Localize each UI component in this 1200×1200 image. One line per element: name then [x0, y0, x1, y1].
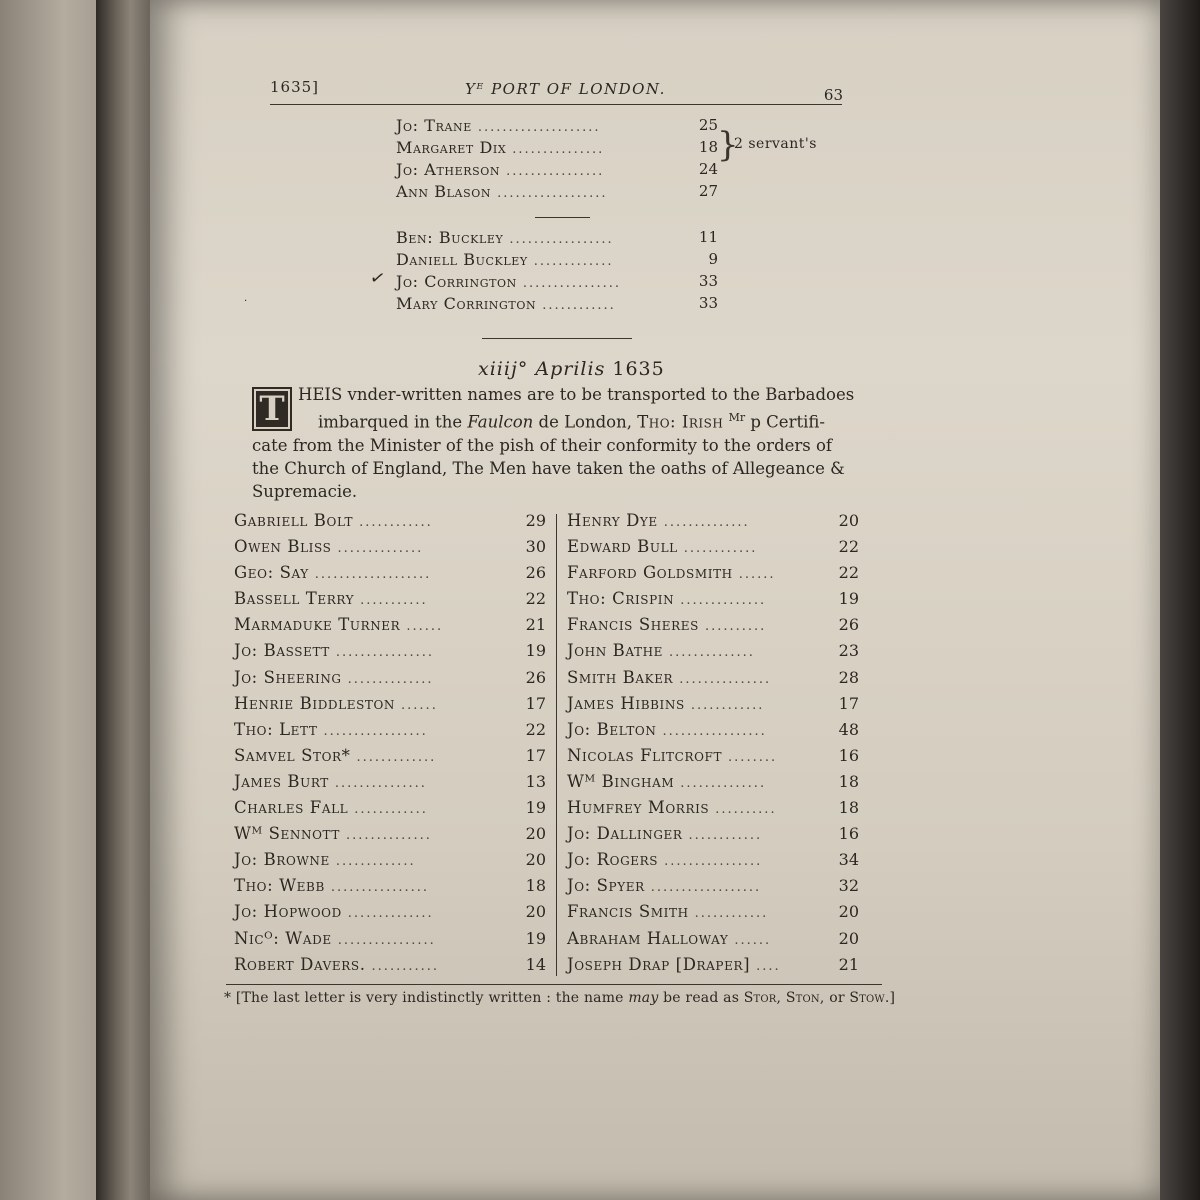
brace-mark: } [717, 125, 739, 165]
short-divider [535, 217, 590, 218]
section-date: xiiij° Aprilis 1635 [478, 358, 665, 380]
list-item: Owen Bliss .............. 30 [234, 537, 546, 557]
list-item: Edward Bull ............ 22 [567, 537, 859, 557]
intro-paragraph: T HEIS vnder-written names are to be transported to the Barbadoes imbarqued in the Faulcon de London, Tho: Irish $^{Mr}$ p Certifi- cate from the Minister of the pish of their conformity to the orders of the Church of England, The Men have taken the oaths of Allegeance & Supremacie. [252, 385, 855, 501]
left-name-column [234, 511, 554, 981]
list-item: Tho: Crispin .............. 19 [567, 589, 859, 609]
list-item: Henry Dye .............. 20 [567, 511, 859, 530]
list-item: Henrie Biddleston ...... 17 [234, 693, 546, 713]
list-item: Mary Corrington ............ 33 [396, 294, 718, 313]
list-item: Francis Sheres .......... 26 [567, 615, 859, 635]
second-group-list [396, 228, 726, 316]
list-item: Gabriell Bolt ............ 29 [234, 511, 546, 530]
list-item: Nicᴼ: Wade ................ 19 [234, 928, 546, 948]
list-item: Jo: Dallinger ............ 16 [567, 824, 859, 844]
pencil-tick-mark: ✓ [367, 266, 388, 291]
section-divider [482, 338, 632, 339]
list-item: Charles Fall ............ 19 [234, 798, 546, 818]
list-item: James Hibbins ............ 17 [567, 693, 859, 713]
footnote: * [The last letter is very indistinctly written : the name may be read as Stor, Ston, or Stow.] [224, 990, 896, 1006]
list-item: Bassell Terry ........... 22 [234, 589, 546, 609]
list-item: Daniell Buckley ............. 9 [396, 250, 718, 269]
dropcap-letter: T [252, 387, 292, 431]
list-item: Jo: Sheering .............. 26 [234, 667, 546, 687]
list-item: John Bathe .............. 23 [567, 641, 859, 661]
page-number: 63 [823, 86, 843, 104]
list-item: Jo: Hopwood .............. 20 [234, 902, 546, 922]
list-item: Marmaduke Turner ...... 21 [234, 615, 546, 635]
background-right [1160, 0, 1200, 1200]
list-item: Humfrey Morris .......... 18 [567, 798, 859, 818]
list-item: Farford Goldsmith ...... 22 [567, 563, 859, 583]
list-item: Nicolas Flitcroft ........ 16 [567, 745, 859, 765]
list-item: Ann Blason .................. 27 [396, 182, 718, 201]
column-divider [556, 514, 557, 976]
list-item: Jo: Browne ............. 20 [234, 850, 546, 870]
list-item: Tho: Webb ................ 18 [234, 876, 546, 896]
right-name-column [567, 511, 867, 981]
list-item: Abraham Halloway ...... 20 [567, 928, 859, 948]
list-item: Smith Baker ............... 28 [567, 667, 859, 687]
list-item: Wᴹ Sennott .............. 20 [234, 824, 546, 844]
list-item: James Burt ............... 13 [234, 771, 546, 791]
list-item: Robert Davers. ........... 14 [234, 954, 546, 974]
list-item: Jo: Atherson ................ 24 [396, 160, 718, 179]
list-item: Jo: Belton ................. 48 [567, 719, 859, 739]
list-item: Samvel Stor* ............. 17 [234, 745, 546, 765]
footnote-rule [226, 984, 882, 985]
ink-dot: · [244, 296, 248, 307]
list-item: Joseph Drap [Draper] .... 21 [567, 954, 859, 974]
servant-note: 2 servant's [734, 136, 817, 152]
list-item: Tho: Lett ................. 22 [234, 719, 546, 739]
header-title: Yᴱ PORT OF LONDON. [465, 80, 666, 98]
header-year: 1635] [270, 78, 320, 96]
left-page-edge [0, 0, 160, 1200]
book-gutter [96, 0, 130, 1200]
list-item: Geo: Say ................... 26 [234, 563, 546, 583]
list-item: Jo: Trane .................... 25 [396, 116, 718, 135]
top-group-list [396, 116, 726, 204]
list-item: Jo: Bassett ................ 19 [234, 641, 546, 661]
header-rule [270, 104, 842, 105]
list-item: Margaret Dix ............... 18 [396, 138, 718, 157]
list-item: Jo: Spyer .................. 32 [567, 876, 859, 896]
running-head [270, 74, 845, 104]
list-item: Jo: Rogers ................ 34 [567, 850, 859, 870]
list-item: Jo: Corrington ................ 33 [396, 272, 718, 291]
list-item: Ben: Buckley ................. 11 [396, 228, 718, 247]
list-item: Wᴹ Bingham .............. 18 [567, 771, 859, 791]
list-item: Francis Smith ............ 20 [567, 902, 859, 922]
